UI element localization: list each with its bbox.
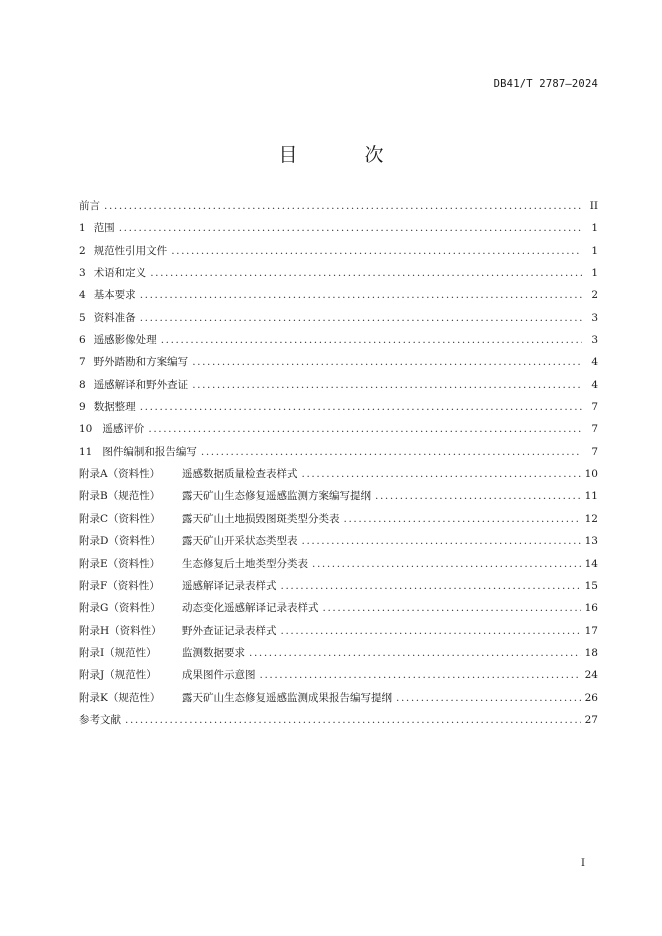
toc-dot-leader: [148, 423, 582, 435]
toc-entry-page: 18: [584, 646, 598, 659]
toc-entry-title: 前言: [79, 200, 100, 212]
toc-entry-title: 基本要求: [93, 289, 136, 302]
toc-entry-page: 1: [591, 267, 598, 280]
toc-entry-title: 生态修复后土地类型分类表: [182, 557, 308, 570]
toc-entry-page: 27: [584, 713, 598, 726]
table-of-contents: [79, 198, 598, 734]
toc-dot-leader: [150, 267, 582, 279]
toc-entry-page: 16: [584, 602, 598, 615]
toc-entry-appendix-label: 附录J（规范性）: [79, 669, 157, 682]
toc-entry-title: 范围: [93, 222, 115, 235]
toc-entry-number: 3: [79, 267, 86, 280]
toc-entry-title: 遥感解译和野外查证: [93, 378, 189, 391]
toc-entry-title: 遥感评价: [102, 423, 145, 436]
toc-entry-number: 4: [79, 289, 86, 302]
toc-entry-number: 7: [79, 356, 86, 369]
toc-dot-leader: [140, 289, 582, 301]
toc-dot-leader: [281, 580, 581, 592]
toc-entry-page: 24: [584, 669, 598, 682]
toc-entry[interactable]: [79, 421, 598, 443]
toc-dot-leader: [302, 468, 581, 480]
toc-entry-page: 11: [584, 490, 598, 503]
toc-entry-title: 术语和定义: [93, 267, 147, 280]
toc-entry-page: 17: [584, 624, 598, 637]
toc-entry[interactable]: [79, 556, 598, 578]
toc-dot-leader: [119, 222, 582, 234]
toc-dot-leader: [396, 692, 581, 704]
toc-title: 目 次: [278, 144, 408, 166]
toc-entry-page: 26: [584, 691, 598, 704]
toc-entry[interactable]: [79, 265, 598, 287]
toc-entry-title: 动态变化遥感解译记录表样式: [182, 602, 319, 615]
toc-dot-leader: [201, 446, 582, 458]
toc-entry[interactable]: [79, 578, 598, 600]
toc-entry[interactable]: [79, 466, 598, 488]
toc-entry[interactable]: [79, 600, 598, 622]
toc-entry-title: 野外踏勘和方案编写: [93, 356, 189, 369]
toc-dot-leader: [192, 379, 582, 391]
toc-dot-leader: [104, 200, 582, 212]
toc-entry-title: 成果图件示意图: [182, 669, 256, 682]
toc-entry-page: 3: [591, 311, 598, 324]
toc-entry-page: 4: [591, 356, 598, 369]
toc-entry-number: 8: [79, 378, 86, 391]
toc-entry[interactable]: [79, 488, 598, 510]
toc-entry-title: 数据整理: [93, 401, 136, 414]
toc-entry-page: 1: [591, 222, 598, 235]
toc-dot-leader: [375, 490, 581, 502]
toc-dot-leader: [302, 535, 581, 547]
toc-entry-number: 5: [79, 311, 86, 324]
document-code: DB41/T 2787—2024: [493, 78, 598, 90]
toc-entry-title: 资料准备: [93, 311, 136, 324]
toc-entry-number: 9: [79, 401, 86, 414]
toc-entry-number: 11: [79, 445, 93, 458]
toc-entry-title: 野外查证记录表样式: [182, 624, 277, 637]
toc-dot-leader: [125, 714, 581, 726]
toc-dot-leader: [140, 312, 582, 324]
toc-entry[interactable]: [79, 354, 598, 376]
toc-entry[interactable]: [79, 623, 598, 645]
toc-entry-appendix-label: 附录E（资料性）: [79, 557, 161, 570]
toc-entry[interactable]: [79, 287, 598, 309]
toc-entry-title: 规范性引用文件: [93, 244, 168, 257]
toc-dot-leader: [323, 602, 581, 614]
toc-entry-page: 7: [591, 401, 598, 414]
toc-entry-appendix-label: 附录D（资料性）: [79, 535, 161, 548]
toc-entry-page: 4: [591, 378, 598, 391]
toc-entry[interactable]: [79, 533, 598, 555]
toc-entry[interactable]: [79, 332, 598, 354]
toc-entry[interactable]: [79, 310, 598, 332]
toc-dot-leader: [249, 647, 581, 659]
toc-entry[interactable]: [79, 220, 598, 242]
toc-entry-appendix-label: 附录B（规范性）: [79, 490, 161, 503]
toc-entry-appendix-label: 附录I（规范性）: [79, 646, 157, 659]
toc-entry-page: 7: [591, 423, 598, 436]
toc-entry-appendix-label: 附录A（资料性）: [79, 468, 161, 481]
toc-entry-title: 遥感影像处理: [93, 334, 157, 347]
toc-entry-title: 遥感数据质量检查表样式: [182, 468, 298, 481]
toc-entry-number: 2: [79, 244, 86, 257]
toc-entry[interactable]: [79, 198, 598, 220]
toc-entry-page: 3: [591, 334, 598, 347]
toc-entry-page: 13: [584, 535, 598, 548]
page-number: I: [581, 858, 585, 869]
toc-entry[interactable]: [79, 243, 598, 265]
toc-entry-appendix-label: 附录F（资料性）: [79, 579, 160, 592]
toc-dot-leader: [192, 356, 582, 368]
toc-entry-page: II: [589, 200, 598, 212]
toc-entry[interactable]: [79, 712, 598, 734]
toc-entry-title: 露天矿山生态修复遥感监测成果报告编写提纲: [182, 691, 392, 704]
toc-entry-page: 12: [584, 512, 598, 525]
toc-entry-appendix-label: 附录H（资料性）: [79, 624, 162, 637]
toc-entry-page: 15: [584, 579, 598, 592]
toc-entry-page: 14: [584, 557, 598, 570]
toc-entry[interactable]: [79, 690, 598, 712]
toc-dot-leader: [281, 625, 581, 637]
toc-entry-title: 遥感解译记录表样式: [182, 579, 277, 592]
toc-entry[interactable]: [79, 511, 598, 533]
toc-entry-title: 露天矿山土地损毁图斑类型分类表: [182, 512, 340, 525]
toc-dot-leader: [260, 669, 581, 681]
toc-entry[interactable]: [79, 444, 598, 466]
toc-dot-leader: [344, 513, 581, 525]
toc-entry-title: 露天矿山开采状态类型表: [182, 535, 298, 548]
toc-entry-number: 1: [79, 222, 86, 235]
toc-entry-title: 图件编制和报告编写: [102, 445, 197, 458]
toc-entry-number: 6: [79, 334, 86, 347]
toc-dot-leader: [312, 558, 581, 570]
toc-entry[interactable]: [79, 667, 598, 689]
toc-entry[interactable]: [79, 645, 598, 667]
toc-entry-number: 10: [79, 423, 93, 436]
toc-entry-page: 1: [591, 244, 598, 257]
toc-entry[interactable]: [79, 399, 598, 421]
toc-entry-title: 监测数据要求: [182, 646, 245, 659]
toc-entry-appendix-label: 附录K（规范性）: [79, 691, 161, 704]
toc-dot-leader: [140, 401, 582, 413]
toc-entry-title: 参考文献: [79, 713, 121, 726]
toc-entry-appendix-label: 附录G（资料性）: [79, 602, 161, 615]
toc-entry[interactable]: [79, 377, 598, 399]
toc-entry-page: 10: [584, 468, 598, 481]
toc-dot-leader: [161, 334, 582, 346]
toc-entry-page: 7: [591, 445, 598, 458]
toc-entry-title: 露天矿山生态修复遥感监测方案编写提纲: [182, 490, 371, 503]
toc-entry-appendix-label: 附录C（资料性）: [79, 512, 161, 525]
toc-dot-leader: [171, 245, 582, 257]
toc-entry-page: 2: [591, 289, 598, 302]
